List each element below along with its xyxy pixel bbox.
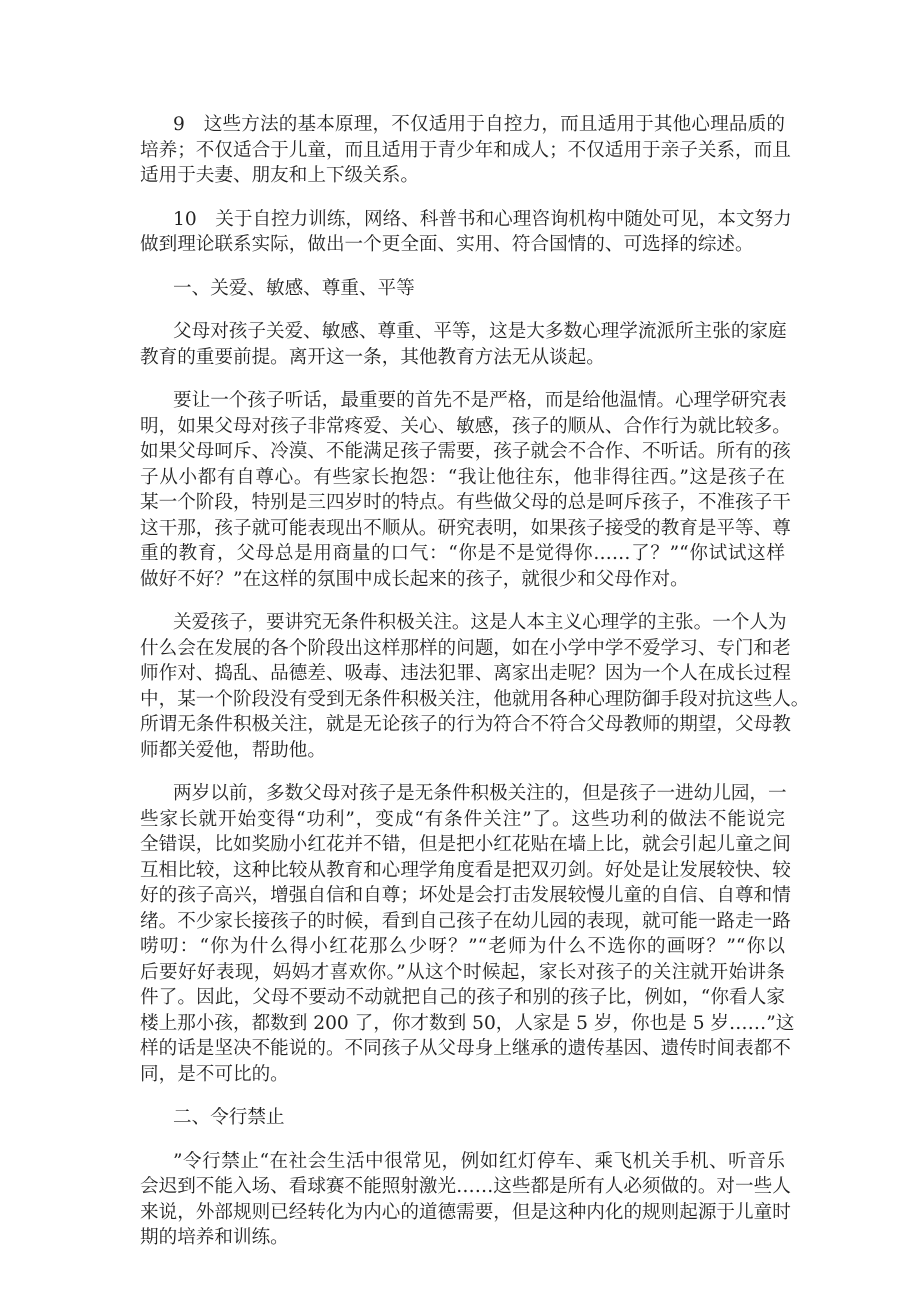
text-line: 教育的重要前提。离开这一条，其他教育方法无从谈起。 [140, 346, 605, 368]
text-line: 后要好好表现，妈妈才喜欢你。”从这个时候起，家长对孩子的关注就开始讲条 [140, 961, 785, 983]
text-line: 唠叨：“你为什么得小红花那么少呀？”“老师为什么不选你的画呀？”“你以 [140, 936, 785, 957]
text-line: 互相比较，这种比较从教育和心理学角度看是把双刃剑。好处是让发展较快、较 [140, 859, 791, 881]
section-heading [140, 1105, 785, 1131]
text-line: 会迟到不能入场、看球赛不能照射激光……这些都是所有人必须做的。对一些人 [140, 1176, 791, 1197]
text-line: 适用于夫妻、朋友和上下级关系。 [140, 165, 419, 186]
text-line: 做好不好？”在这样的氛围中成长起来的孩子，就很少和父母作对。 [140, 568, 689, 590]
paragraph [140, 207, 792, 258]
text-line: 中，某一个阶段没有受到无条件积极关注，他就用各种心理防御手段对抗这些人。 [140, 688, 810, 710]
paragraph [140, 781, 795, 1087]
text-line: 做到理论联系实际，做出一个更全面、实用、符合国情的、可选择的综述。 [140, 234, 754, 255]
text-line: 师都关爱他，帮助他。 [140, 739, 326, 761]
text-line: 二、令行禁止 [173, 1107, 285, 1128]
text-line: 些家长就开始变得“功利”，变成“有条件关注”了。这些功利的做法不能说完 [140, 808, 785, 830]
text-line: 两岁以前，多数父母对孩子是无条件积极关注的，但是孩子一进幼儿园，一 [173, 783, 787, 804]
text-line: 10 关于自控力训练，网络、科普书和心理咨询机构中随处可见，本文努力 [173, 208, 792, 230]
text-line: 一、关爱、敏感、尊重、平等 [173, 277, 415, 299]
text-line: 明，如果父母对孩子非常疼爱、关心、敏感，孩子的顺从、合作行为就比较多。 [140, 415, 791, 437]
text-line: ”令行禁止“在社会生活中很常见，例如红灯停车、乘飞机关手机、听音乐 [173, 1150, 785, 1172]
text-line: 全错误，比如奖励小红花并不错，但是把小红花贴在墙上比，就会引起儿童之间 [140, 834, 791, 855]
text-line: 子从小都有自尊心。有些家长抱怨：“我让他往东，他非得往西。”这是孩子在 [140, 466, 785, 488]
text-line: 同，是不可比的。 [140, 1063, 289, 1085]
text-line: 件了。因此，父母不要动不动就把自己的孩子和别的孩子比，例如，“你看人家 [140, 987, 785, 1008]
text-line: 绪。不少家长接孩子的时候，看到自己孩子在幼儿园的表现，就可能一路走一路 [140, 910, 791, 932]
text-line: 重的教育，父母总是用商量的口气：“你是不是觉得你……了？”“你试试这样 [140, 543, 785, 564]
text-line: 某一个阶段，特别是三四岁时的特点。有些做父母的总是呵斥孩子，不准孩子干 [140, 492, 791, 513]
text-line: 楼上那小孩，都数到 200 了，你才数到 50，人家是 5 岁，你也是 5 岁……”这 [140, 1012, 795, 1034]
paragraph [140, 319, 785, 370]
text-line: 来说，外部规则已经转化为内心的道德需要，但是这种内化的规则起源于儿童时 [140, 1201, 791, 1223]
text-line: 关爱孩子，要讲究无条件积极关注。这是人本主义心理学的主张。一个人为 [173, 612, 787, 633]
text-line: 9 这些方法的基本原理，不仅适用于自控力，而且适用于其他心理品质的 [173, 114, 785, 135]
text-line: 培养；不仅适合于儿童，而且适用于青少年和成人；不仅适用于亲子关系，而且 [140, 139, 791, 161]
text-line: 如果父母呵斥、冷漠、不能满足孩子需要，孩子就会不合作、不听话。所有的孩 [140, 441, 791, 462]
paragraph [140, 112, 791, 189]
paragraph [140, 1149, 791, 1251]
text-line: 什么会在发展的各个阶段出这样那样的问题，如在小学中学不爱学习、专门和老 [140, 637, 791, 659]
paragraph [140, 610, 810, 763]
document-body [140, 112, 810, 1269]
text-line: 这干那，孩子就可能表现出不顺从。研究表明，如果孩子接受的教育是平等、尊 [140, 517, 791, 539]
text-line: 期的培养和训练。 [140, 1227, 289, 1248]
text-line: 要让一个孩子听话，最重要的首先不是严格，而是给他温情。心理学研究表 [173, 390, 787, 411]
text-line: 师作对、捣乱、品德差、吸毒、违法犯罪、离家出走呢？因为一个人在成长过程 [140, 663, 791, 684]
text-line: 好的孩子高兴，增强自信和自尊；坏处是会打击发展较慢儿童的自信、自尊和情 [140, 885, 791, 906]
text-line: 所谓无条件积极关注，就是无论孩子的行为符合不符合父母教师的期望，父母教 [140, 714, 791, 735]
paragraph [140, 388, 791, 592]
text-line: 父母对孩子关爱、敏感、尊重、平等，这是大多数心理学流派所主张的家庭 [173, 321, 787, 342]
section-heading [140, 276, 785, 302]
text-line: 样的话是坚决不能说的。不同孩子从父母身上继承的遗传基因、遗传时间表都不 [140, 1038, 791, 1059]
